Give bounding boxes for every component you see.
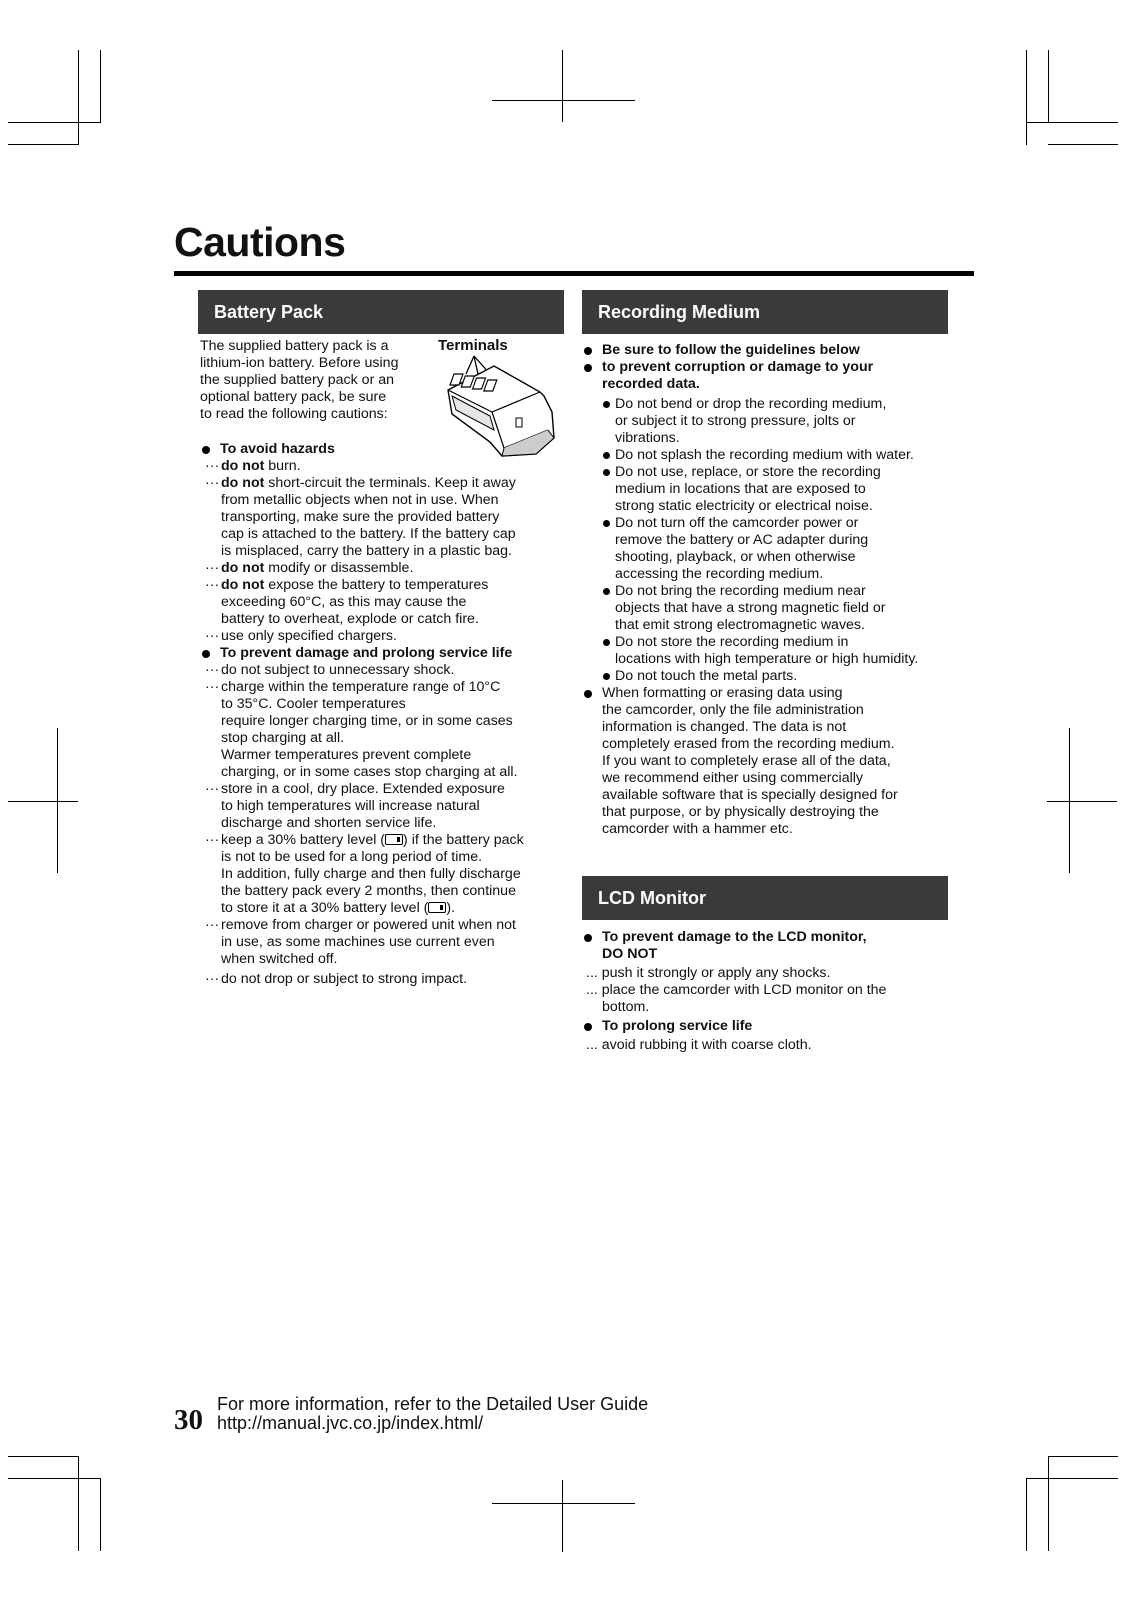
lcd-monitor-heading: LCD Monitor [582,876,948,920]
title-rule [174,271,974,276]
page-number: 30 [174,1404,203,1436]
avoid-hazards-title: To avoid hazards [200,441,556,458]
page-title: Cautions [174,219,346,265]
battery-cautions: To avoid hazards ··· do not burn. ··· do not short-circuit the terminals. Keep it away from metallic objects when not in use. When transporting, make sure the provided battery cap is attached to the battery. If the battery cap is misplaced, carry the battery in a plastic bag. ··· do not modify or disassemble. ··· do not expose the battery to temperatures exceeding 60°C, as this may cause the battery to overheat, explode or catch fire. ··· use only specified chargers. To prevent damage and prolong service life ··· do not subject to unnecessary shock. ··· charge within the temperature range of 10°C to 35°C. Cooler temperatures require longer charging time, or in some cases stop charging at all. Warmer temperatures prevent complete charging, or in some cases stop charging at all. ··· store in a cool, dry place. Extended exposure to high temperatures will increase natural discharge and shorten service life. ··· keep a 30% battery level ( ) if the battery pack is not to be used for a long period of time. In addition, fully charge and then fully discharge the battery pack every 2 months, then continue to store it at a 30% battery level ( ). ··· remove from charger or powered unit when not in use, as some machines use current even when switched off. ··· do not drop or subject to strong impact. [200,441,556,988]
list-item: Do not store the recording medium in locations with high temperature or high humidity. [602,634,952,668]
battery-level-icon [385,834,403,845]
battery-intro: The supplied battery pack is a lithium-ion battery. Before using the supplied battery pack or an optional battery pack, be sure to read the following cautions: [200,338,399,422]
list-item: Do not bend or drop the recording medium, or subject it to strong pressure, jolts or vibrations. [602,396,952,447]
prolong-life-title: To prevent damage and prolong service life [200,645,556,662]
formatting-note: When formatting or erasing data using the camcorder, only the file administration information is changed. The data is not completely erased from the recording medium. If you want to completely erase all of the data, we recommend either using commercially available software that is specially designed for that purpose, or by physically destroying the camcorder with a hammer etc. [582,685,952,838]
manual-link[interactable]: http://manual.jvc.co.jp/index.html/ [217,1413,484,1433]
list-item: Do not bring the recording medium near objects that have a strong magnetic field or that emit strong electromagnetic waves. [602,583,952,634]
battery-pack-heading: Battery Pack [198,290,564,334]
battery-level-icon [428,902,446,913]
lcd-cautions: To prevent damage to the LCD monitor, DO NOT ... push it strongly or apply any shocks. ... place the camcorder with LCD monitor on the bottom. To prolong service life ... avoid rubbing it with coarse cloth. [582,929,952,1054]
list-item: Do not turn off the camcorder power or remove the battery or AC adapter during shooting, playback, or when otherwise accessing the recording medium. [602,515,952,583]
terminals-label: Terminals [438,337,508,354]
recording-medium-heading: Recording Medium [582,290,948,334]
recording-guideline-list [582,396,952,685]
list-item: Do not touch the metal parts. [602,668,952,685]
footer-reference: For more information, refer to the Detailed User Guide http://manual.jvc.co.jp/index.html/ [217,1394,649,1433]
list-item: Do not splash the recording medium with water. [602,447,952,464]
list-item: Do not use, replace, or store the recording medium in locations that are exposed to strong static electricity or electrical noise. [602,464,952,515]
recording-cautions: Be sure to follow the guidelines below to prevent corruption or damage to your recorded data. Do not bend or drop the recording medium, or subject it to strong pressure, jolts or vibrations. Do not splash the recording medium with water. Do not use, replace, or store the recording medium in locations that are exposed to strong static electricity or electrical noise. Do not turn off the camcorder power or remove the battery or AC adapter during shooting, playback, or when otherwise accessing the recording medium. Do not bring the recording medium near objects that have a strong magnetic field or that emit strong electromagnetic waves. Do not store the recording medium in locations with high temperature or high humidity. Do not touch the metal parts. When formatting or erasing data using the camcorder, only the file administration information is changed. The data is not completely erased from the recording medium. If you want to completely erase all of the data, we recommend either using commercially available software that is specially designed for that purpose, or by physically destroying the camcorder with a hammer etc. [582,342,952,838]
